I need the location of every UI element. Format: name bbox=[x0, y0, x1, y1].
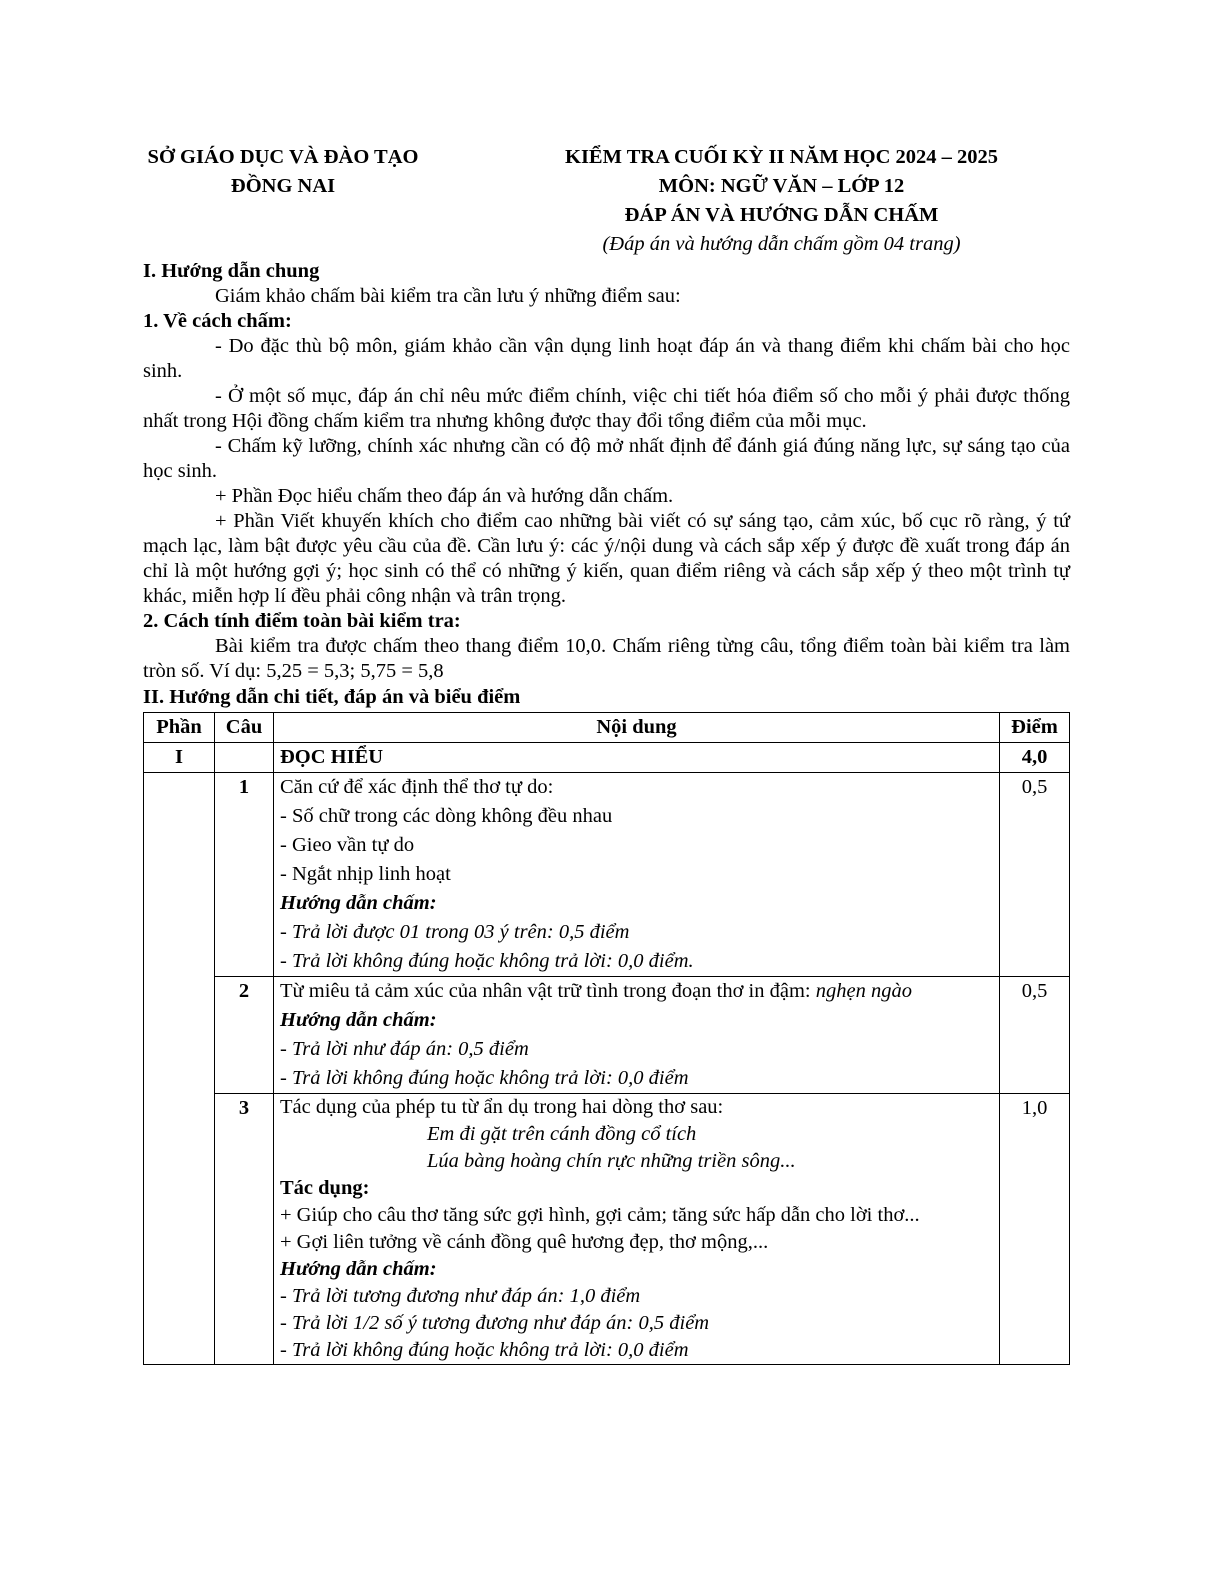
q1-guide-2: - Trả lời không đúng hoặc không trả lời: 0,0 điểm. bbox=[280, 950, 694, 972]
col-header-noi-dung: Nội dung bbox=[274, 713, 1000, 743]
sub2-heading: 2. Cách tính điểm toàn bài kiểm tra: bbox=[143, 610, 461, 632]
q3-effect-1: + Giúp cho câu thơ tăng sức gợi hình, gợi cảm; tăng sức hấp dẫn cho lời thơ... bbox=[280, 1204, 920, 1226]
part-title: ĐỌC HIỂU bbox=[274, 743, 1000, 773]
table-row-q1 bbox=[144, 773, 1070, 977]
part-number: I bbox=[144, 743, 215, 773]
part-empty-cell bbox=[215, 743, 274, 773]
header-right bbox=[493, 143, 1070, 259]
q3-effect-2: + Gợi liên tưởng về cánh đồng quê hương đẹp, thơ mộng,... bbox=[280, 1231, 769, 1253]
q1-line-3: - Gieo vần tự do bbox=[280, 834, 415, 856]
page-count-note: (Đáp án và hướng dẫn chấm gồm 04 trang) bbox=[602, 233, 961, 255]
q3-poem-line-1: Em đi gặt trên cánh đồng cổ tích bbox=[427, 1123, 697, 1145]
q3-guide-3: - Trả lời không đúng hoặc không trả lời: 0,0 điểm bbox=[280, 1339, 689, 1361]
q1-guide-1: - Trả lời được 01 trong 03 ý trên: 0,5 điểm bbox=[280, 921, 630, 943]
part-score: 4,0 bbox=[1000, 743, 1070, 773]
q2-line-1-text: Từ miêu tả cảm xúc của nhân vật trữ tình trong đoạn thơ in đậm: bbox=[280, 980, 816, 1002]
q1-number: 1 bbox=[215, 773, 274, 977]
q1-line-2: - Số chữ trong các dòng không đều nhau bbox=[280, 805, 613, 827]
q2-number: 2 bbox=[215, 977, 274, 1094]
q3-number: 3 bbox=[215, 1094, 274, 1365]
q2-guide-1: - Trả lời như đáp án: 0,5 điểm bbox=[280, 1038, 529, 1060]
q1-line-4: - Ngắt nhịp linh hoạt bbox=[280, 863, 451, 885]
q1-content bbox=[274, 773, 1000, 977]
grading-table bbox=[143, 712, 1070, 1365]
q2-score: 0,5 bbox=[1000, 977, 1070, 1094]
sub1-paragraph-5: + Phần Viết khuyến khích cho điểm cao những bài viết có sự sáng tạo, cảm xúc, bố cục rõ ràng, ý tứ mạch lạc, làm bật được yêu cầu của đề. Cần lưu ý: các ý/nội dung và cách sắp xếp ý được đề xuất trong đáp án chỉ là một hướng gợi ý; học sinh có thể có những ý kiến, quan điểm riêng và cách sắp xếp ý theo một trình tự khác, miễn hợp lí đều phải công nhận và trân trọng. bbox=[143, 510, 1070, 607]
doc-title: ĐÁP ÁN VÀ HƯỚNG DẪN CHẤM bbox=[624, 204, 939, 226]
table-row-part bbox=[144, 743, 1070, 773]
province-name: ĐỒNG NAI bbox=[230, 175, 336, 197]
document-page bbox=[143, 143, 1070, 1365]
q3-guide-2: - Trả lời 1/2 số ý tương đương như đáp án: 0,5 điểm bbox=[280, 1312, 710, 1334]
q1-guide-heading: Hướng dẫn chấm: bbox=[280, 892, 437, 914]
sub1-paragraph-2: - Ở một số mục, đáp án chỉ nêu mức điểm chính, việc chi tiết hóa điểm số cho mỗi ý phải được thống nhất trong Hội đồng chấm kiểm tra nhưng không được thay đổi tổng điểm của mỗi mục. bbox=[143, 385, 1070, 432]
sub1-paragraph-1: - Do đặc thù bộ môn, giám khảo cần vận dụng linh hoạt đáp án và thang điểm khi chấm bài cho học sinh. bbox=[143, 335, 1070, 382]
q2-line-1 bbox=[280, 977, 993, 1006]
table-row-q2 bbox=[144, 977, 1070, 1094]
q2-guide-2: - Trả lời không đúng hoặc không trả lời: 0,0 điểm bbox=[280, 1067, 689, 1089]
phan-merged-cell bbox=[144, 773, 215, 1365]
q1-score: 0,5 bbox=[1000, 773, 1070, 977]
section-detail-heading: II. Hướng dẫn chi tiết, đáp án và biểu điểm bbox=[143, 686, 521, 708]
q2-content bbox=[274, 977, 1000, 1094]
col-header-diem: Điểm bbox=[1000, 713, 1070, 743]
q2-answer-word: nghẹn ngào bbox=[815, 980, 912, 1002]
col-header-cau: Câu bbox=[215, 713, 274, 743]
q3-score: 1,0 bbox=[1000, 1094, 1070, 1365]
subject-line: MÔN: NGỮ VĂN – LỚP 12 bbox=[658, 175, 905, 197]
table-header-row bbox=[144, 713, 1070, 743]
q2-guide-heading: Hướng dẫn chấm: bbox=[280, 1009, 437, 1031]
section-general-heading: I. Hướng dẫn chung bbox=[143, 260, 320, 282]
general-intro: Giám khảo chấm bài kiểm tra cần lưu ý những điểm sau: bbox=[215, 285, 681, 307]
document-header bbox=[143, 143, 1070, 259]
department-name: SỞ GIÁO DỤC VÀ ĐÀO TẠO bbox=[147, 146, 419, 168]
sub2-paragraph-1: Bài kiểm tra được chấm theo thang điểm 10,0. Chấm riêng từng câu, tổng điểm toàn bài kiểm tra làm tròn số. Ví dụ: 5,25 = 5,3; 5,75 = 5,8 bbox=[143, 635, 1070, 682]
q3-guide-heading: Hướng dẫn chấm: bbox=[280, 1258, 437, 1280]
q3-effect-heading: Tác dụng: bbox=[280, 1177, 370, 1199]
q1-line-1: Căn cứ để xác định thể thơ tự do: bbox=[280, 776, 554, 798]
q3-content bbox=[274, 1094, 1000, 1365]
sub1-paragraph-4: + Phần Đọc hiểu chấm theo đáp án và hướng dẫn chấm. bbox=[215, 485, 674, 507]
sub1-heading: 1. Về cách chấm: bbox=[143, 310, 292, 332]
q3-poem-line-2: Lúa bàng hoàng chín rực những triền sông... bbox=[427, 1150, 796, 1172]
sub1-paragraph-3: - Chấm kỹ lưỡng, chính xác nhưng cần có độ mở nhất định để đánh giá đúng năng lực, sự sáng tạo của học sinh. bbox=[143, 435, 1070, 482]
header-left bbox=[113, 143, 453, 259]
table-row-q3 bbox=[144, 1094, 1070, 1365]
exam-title: KIỂM TRA CUỐI KỲ II NĂM HỌC 2024 – 2025 bbox=[565, 146, 998, 168]
col-header-phan: Phần bbox=[144, 713, 215, 743]
q3-line-1: Tác dụng của phép tu từ ẩn dụ trong hai dòng thơ sau: bbox=[280, 1096, 724, 1118]
q3-guide-1: - Trả lời tương đương như đáp án: 1,0 điểm bbox=[280, 1285, 641, 1307]
